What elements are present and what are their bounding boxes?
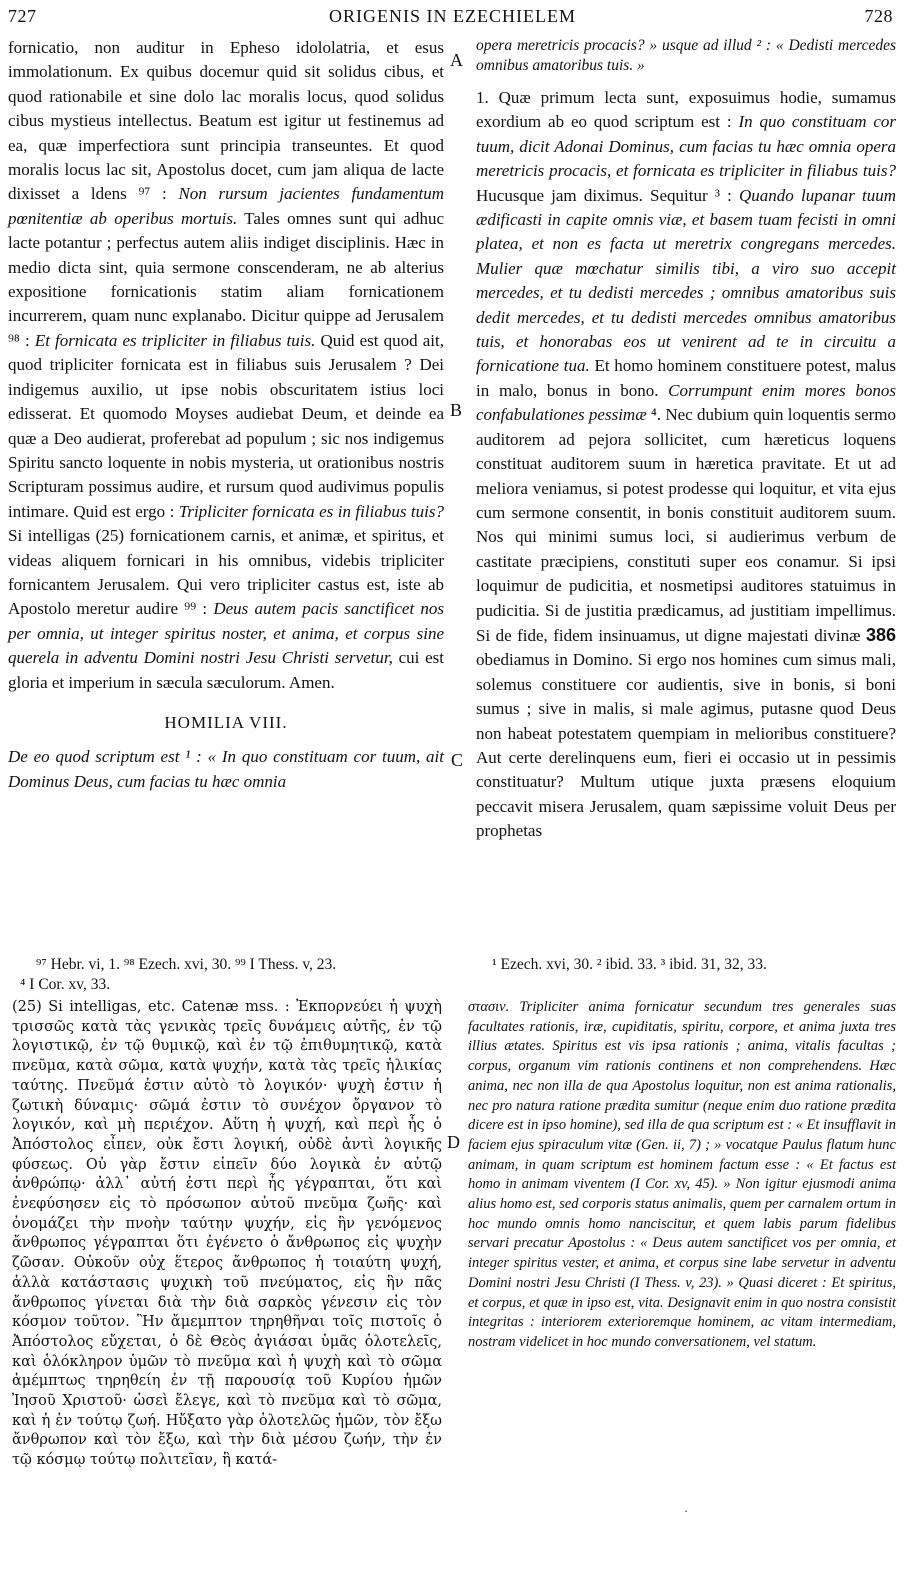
margin-marker-a: A xyxy=(450,50,463,70)
homily-intro-continued: opera meretricis procacis? » usque ad illud ² : « Dedisti mercedes omnibus amatoribus tuis. » xyxy=(476,37,896,74)
margin-marker-d: D xyxy=(447,1132,460,1152)
margin-marker-c: C xyxy=(451,750,464,770)
left-column xyxy=(8,36,444,794)
homily-title: HOMILIA VIII. xyxy=(164,712,288,732)
ink-speck: · xyxy=(684,1504,688,1518)
footnotes-right: ¹ Ezech. xvi, 30. ² ibid. 33. ³ ibid. 31, 32, 33. xyxy=(492,956,767,973)
homily-intro: De eo quod scriptum est ¹ : « In quo constituam cor tuum, ait Dominus Deus, cum facias tu hæc omnia xyxy=(8,747,444,791)
running-title: ORIGENIS IN EZECHIELEM xyxy=(329,6,576,26)
right-column xyxy=(476,36,896,844)
notes-right-column xyxy=(468,998,896,1353)
notes-left-column xyxy=(12,998,442,1471)
left-column-body: fornicatio, non auditur in Epheso idololatria, et esus immolationum. Ex quibus docemur quid sit solidus cibus, et quod rationabile et sine dolo lac moralis locus, quod solidus cibus mystieus intellectus. Beatum est igitur ut festinemus ad ea, quæ imperfectiora sunt principia transeuntes. Et quod moralis locus lac sit, Apostolus docet, cum jam aliqua de lacte dixisset a ldens ⁹⁷ : Non rursum jacientes fundamentum pœnitentiæ ab operibus mortuis. Tales omnes sunt qui adhuc lacte potantur ; perfectus autem aliis indiget disciplinis. Hæc in medio dicta sint, quia sermone conscenderam, ne ab alterius expositione fornicationis statim aliam fornicationem incurrerem, quam nunc explanabo. Dicitur quippe ad Jerusalem ⁹⁸ : Et fornicata es tripliciter in filiabus tuis. Quid est quod ait, quod tripliciter fornicata est in filiabus suis Jerusalem ? Dei indigemus auxilio, ut ipse nobis obscuritatem istius loci edisserat. Et quomodo Moyses audiebat Deum, et deinde ea quæ a Deo audierat, proferebat ad populum ; sic nos indigemus Spiritu sancto loquente in nobis mysteria, ut orationibus nostris Scripturam possimus audire, et rursum quod audivimus populis intimare. Quid est ergo : Tripliciter fornicata es in filiabus tuis? Si intelligas (25) fornicationem carnis, et animæ, et spiritus, et videas aliquem fornicari in his omnibus, videbis tripliciter fornicantem Jerusalem. Qui vero tripliciter castus est, iste ab Apostolo meretur audire ⁹⁹ : Deus autem pacis sanctificet nos per omnia, ut integer spiritus noster, et anima, et corpus sine querela in adventu Domini nostri Jesu Christi servetur, cui est gloria et imperium in sæcula sæculorum. Amen. xyxy=(8,38,445,692)
right-column-body: 1. Quæ primum lecta sunt, exposuimus hodie, sumamus exordium ab eo quod scriptum est : In quo constituam cor tuum, dicit Adonai Dominus, cum facias tu hæc omnia opera meretricis procacis, et fornicata es tripliciter in filiabus tuis? Hucusque jam diximus. Sequitur ³ : Quando lupanar tuum ædificasti in capite omnis viæ, et basem tuam fecisti in omni platea, et non es facta ut meretrix congregans mercedes. Mulier quæ mœchatur similis tibi, a viro suo accepit mercedes, et tu dedisti mercedes ; omnibus amatoribus suis dedit mercedes, et tu dedisti mercedes omnibus amatoribus tuis, et honorabas eos ut venirent ad te in circuitu a fornicatione tua. Et homo hominem constituere potest, malus in malo, bonus in bono. Corrumpunt enim mores bonos confabulationes pessimæ ⁴. Nec dubium quin loquentis sermo auditorem ad pejora sollicitet, cum hæreticus loquens constituat auditorem suum in hæretica pravitate. Et ut ad meliora veniamus, si potest prodesse qui loquitur, et vita ejus cum sermone consentit, in bonis constituit auditorem suum. Nos qui minimi sumus loci, si audierimus verbum de castitate præcipiens, constituti super eos conamur. Si ipsi loquimur de pudicitia, et nosmetipsi auditores statuimus in pudicitia. Si de justitia prædicamus, ad justitiam impellimus. Si de fide, fidem insinuamus, ut digne majestati divinæ 386 obediamus in Domino. Si ergo nos homines cum simus mali, solemus constituere cor audientis, sive in bonis, si boni sumus ; sive in malis, si male agimus, putasne quod Deus non habeat potestatem quempiam in melioribus constituere? Aut certe derelinquens eum, fieri ei occasio ut in pessimis constituatur? Multum utique juxta præsens eloquium peccavit misera Jerusalem, quam sæpissime voluit Deus per prophetas xyxy=(476,88,896,841)
running-header xyxy=(0,6,905,32)
footnotes-left: ⁹⁷ Hebr. vi, 1. ⁹⁸ Ezech. xvi, 30. ⁹⁹ I Thess. v, 23. xyxy=(36,956,337,973)
footnotes-left-2: ⁴ I Cor. xv, 33. xyxy=(20,976,111,993)
margin-marker-b: B xyxy=(450,400,463,420)
page-number-left: 727 xyxy=(8,6,37,26)
notes-left-text: (25) Si intelligas, etc. Catenæ mss. : Ἐκπορνεύει ἡ ψυχὴ τρισσῶς κατὰ τὰς γενικὰς τρεῖς δυνάμεις αὐτῆς, ἐν τῷ λογιστικῷ, ἐν τῷ θυμικῷ, καὶ ἐν τῷ ἐπιθυμητικῷ, κατὰ πνεῦμα, κατὰ σῶμα, κατὰ ψυχήν, κατὰ τὰς τρεῖς ἡλικίας ταύτης. Πνεῦμά ἐστιν αὐτὸ τὸ λογικόν· ψυχὴ ἐστιν ἡ ζωτικὴ δύναμις· σῶμά ἐστιν τὸ συνέχον ὄργανον τὸ λογικόν, καὶ μὴ περιέχον. Αὕτη ἡ ψυχή, καὶ περὶ ἧς ὁ Ἀπόστολος εἶπεν, οὐκ ἔστι λογική, οὐδὲ ἀντὶ λογικῆς φύσεως. Οὐ γὰρ ἔστιν εἰπεῖν δύο λογικὰ ἐν αὐτῷ ἀνθρώπῳ· ἀλλ᾽ αὐτή ἐστι περὶ ἧς γέγραπται, ὅτι καὶ ἐνεφύσησεν εἰς τὸ πρόσωπον αὐτοῦ πνεῦμα ζωῆς· καὶ ὀνομάζει τὴν πνοὴν ταύτην ψυχήν, εἰς ἣν γενόμενος ἄνθρωπος γέγραπται ὅτι ἐγένετο ὁ ἄνθρωπος εἰς ψυχὴν ζῶσαν. Οὐκοῦν οὐχ ἕτερος ἄνθρωπος ἡ τοιαύτη ψυχή, ἀλλὰ κατάστασις ψυχικὴ τοῦ πνεύματος, εἰς ἣν πᾶς ἄνθρωπος γίνεται διὰ τὴν διὰ σαρκὸς γένεσιν εἰς τὸν κόσμον τοῦτον. Ἣν ἄμεμπτον τηρηθῆναι τοῖς πιστοῖς ὁ Ἀπόστολος εὔχεται, ὁ δὲ Θεὸς ἁγιάσαι ὑμᾶς ὁλοτελεῖς, καὶ ὁλόκληρον ὑμῶν τὸ πνεῦμα καὶ ἡ ψυχὴ καὶ τὸ σῶμα ἀμέμπτως τηρηθείη ἐν τῇ παρουσίᾳ τοῦ Κυρίου ἡμῶν Ἰησοῦ Χριστοῦ· ὡσεὶ ἔλεγε, καὶ τὸ πνεῦμα καὶ τὸ σῶμα, καὶ ἡ ἐν τούτῳ ζωή. Ηὔξατο γὰρ ὁλοτελῶς ἡμῶν, τὸν ἔξω ἄνθρωπον καὶ τὸν ἔξω, καὶ τὴν διὰ μέσου ζωήν, τὴν ἐν τῷ κόσμῳ τούτῳ πολιτεῖαν, ἣ κατά- xyxy=(12,999,442,1469)
column-number: 386 xyxy=(865,624,896,645)
page-number-right: 728 xyxy=(864,6,893,26)
notes-right-text: στασιν. Tripliciter anima fornicatur secundum tres generales suas facultates rationis, iræ, cupiditatis, spiritu, corpore, et anima juxta tres illius ætates. Spiritus est vis ipsa rationis ; anima, vitalis facultas ; corpus, organum vim rationis continens et non comprehendens. Hæc anima, nec non illa de qua Apostolus loquitur, non est anima rationalis, nec pro natura ratione prædita sumitur (neque enim duo ratione prædita dicere est in ipso homine), sed illa de qua scriptum est : « Et insufflavit in faciem ejus spiraculum vitæ (Gen. ii, 7) ; » vocatque Paulus flatum hunc animam, in quam scriptum est hominem factum esse : « Et factus est homo in animam viventem (I Cor. xv, 45). » Non igitur ejusmodi anima alius homo est, sed corporis status animalis, quem per carnalem ortum in hoc mundo omnis homo nanciscitur, et quem labis parum fidelibus servari precatur Apostolus : « Deus autem sanctificet vos per omnia, et integer spiritus vester, et anima, et corpus sine labe servetur in adventu Domini nostri Jesu Christi (I Thess. v, 23). » Quasi diceret : Et spiritus, et corpus, et quæ in ipso est, vita. Designavit enim in quo nostra consistit integritas : interiorem exterioremque hominem, ac vitam intermediam, nostram videlicet in hoc mundo conversationem, vel statum. xyxy=(468,999,896,1350)
